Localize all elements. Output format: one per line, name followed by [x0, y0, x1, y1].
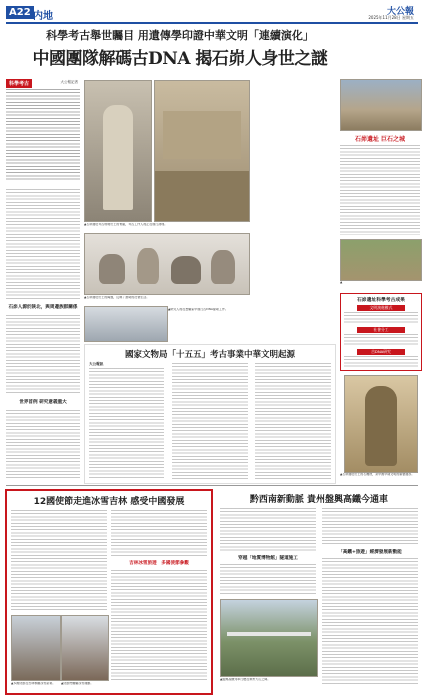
lead-subhead-1: 石峁人源於陝北，與周邊族群關係 [8, 305, 78, 310]
feature-title: 國家文物局「十五五」考古事業中華文明起源 [124, 350, 295, 360]
story-guizhou [218, 489, 420, 695]
sidebar-item-2-text [344, 334, 418, 346]
photo-lab [84, 306, 168, 342]
sidebar-item-2: 社會分工 [357, 327, 405, 333]
lead-reporter: 大公報記者 [60, 80, 78, 84]
story-guizhou-col-2b [322, 558, 418, 684]
story-guizhou-col-1b [220, 564, 316, 594]
story-jilin-subhead: 吉林冰雪旅遊 多國使節參觀 [129, 561, 189, 566]
lead-body-text-1 [6, 189, 80, 299]
lead-subhead-2: 世界首例 研究意義重大 [19, 400, 67, 405]
section-divider [6, 485, 418, 486]
story-jilin [5, 489, 213, 695]
story-jilin-col-2 [111, 510, 207, 556]
feature-box [84, 344, 336, 484]
issue-date: 2025年11月28日 星期五 [368, 15, 414, 20]
sidebar-item-1-text [344, 312, 418, 324]
feature-body-col-2 [172, 363, 248, 479]
lead-tag: 科學考古 [6, 79, 32, 88]
story-guizhou-caption: ▲盤興高鐵列車行駛在貴州大山之間。 [220, 678, 271, 681]
lead-left-column [6, 79, 80, 482]
photo-caption-2: ▲石峁遺址出土的陶器，反映了當時的社會生活。 [84, 296, 150, 299]
sidebar-sub-title: 石峁遺址科學考古成果 [357, 298, 405, 303]
story-guizhou-subhead-2: 「高鐵+旅遊」經濟發展新動能 [338, 550, 402, 555]
story-jilin-photo-2 [61, 615, 109, 681]
photo-archaeology-site [84, 80, 152, 222]
sidebar-title: 石峁遺址 巨石之城 [354, 136, 406, 143]
photo-excavation-team [154, 80, 250, 222]
pot-2 [137, 248, 159, 284]
feature-body-col-3 [255, 363, 331, 479]
pot-4 [211, 250, 235, 284]
lead-headline: 中國團隊解碼古DNA 揭石峁人身世之謎 [32, 49, 328, 69]
story-guizhou-photo [220, 599, 318, 677]
sidebar-intro-text [340, 145, 420, 235]
photo-caption-1: ▲石峁遺址考古現場出土的骨骼，考古工作人員正在進行清理。 [84, 223, 168, 226]
lead-intro-text [6, 89, 80, 181]
photo-pottery [84, 233, 250, 295]
photo-stone-pillar [103, 105, 133, 210]
photo-viaduct [227, 632, 311, 636]
story-jilin-headline: 12國使節走進冰雪吉林 感受中國發展 [33, 497, 185, 507]
story-guizhou-col-1 [220, 508, 316, 552]
sidebar-item-3: 古DNA研究 [357, 349, 405, 355]
sidebar-subbox [340, 293, 422, 371]
sidebar-item-1: 文明演進模式 [357, 305, 405, 311]
sidebar-photo-site [340, 79, 422, 131]
photo-wall [163, 111, 241, 159]
lead-body-text-3 [6, 410, 80, 480]
sidebar-statue-photo [344, 375, 418, 473]
feature-tag: 大公報訊 [89, 362, 104, 366]
photo-ground [155, 171, 249, 221]
pot-3 [171, 256, 201, 284]
page-number: A22 [6, 6, 34, 19]
sidebar-pic-caption: ▲石峁遺址出土的石雕像，是中國早期文明的重要遺存。 [340, 473, 415, 476]
feature-body-col-1 [89, 368, 164, 479]
pot-1 [99, 254, 125, 284]
sidebar-photo-caption: ▲ [340, 281, 343, 284]
lead-body-text-2 [6, 315, 80, 393]
story-jilin-col-1 [11, 510, 107, 610]
photo-caption-3: ▲研究人員在實驗室中進行古DNA提取工作。 [168, 308, 228, 311]
sidebar [340, 79, 420, 482]
story-jilin-photo-1 [11, 615, 61, 681]
masthead [6, 4, 418, 24]
sidebar-item-3-text [344, 356, 418, 368]
story-guizhou-subhead-1: 穿越「地質博物館」隧道施工 [238, 556, 298, 561]
story-jilin-caption-1: ▲多國使節在吉林參觀冰雪產業。 [11, 682, 56, 685]
lead-kicker: 科學考古舉世矚目 用遺傳學印證中華文明「連續演化」 [46, 29, 314, 42]
statue-shape [365, 386, 397, 466]
story-jilin-col-2b [111, 570, 207, 680]
paper-name: 大公報 [386, 7, 414, 17]
story-guizhou-col-2 [322, 508, 418, 546]
story-jilin-caption-2: ▲使節們體驗冰雪運動。 [61, 682, 94, 685]
story-guizhou-headline: 黔西南新動脈 貴州盤興高鐵今通車 [249, 495, 389, 505]
section-name: 内地 [33, 11, 53, 22]
sidebar-photo-wall [340, 239, 422, 281]
